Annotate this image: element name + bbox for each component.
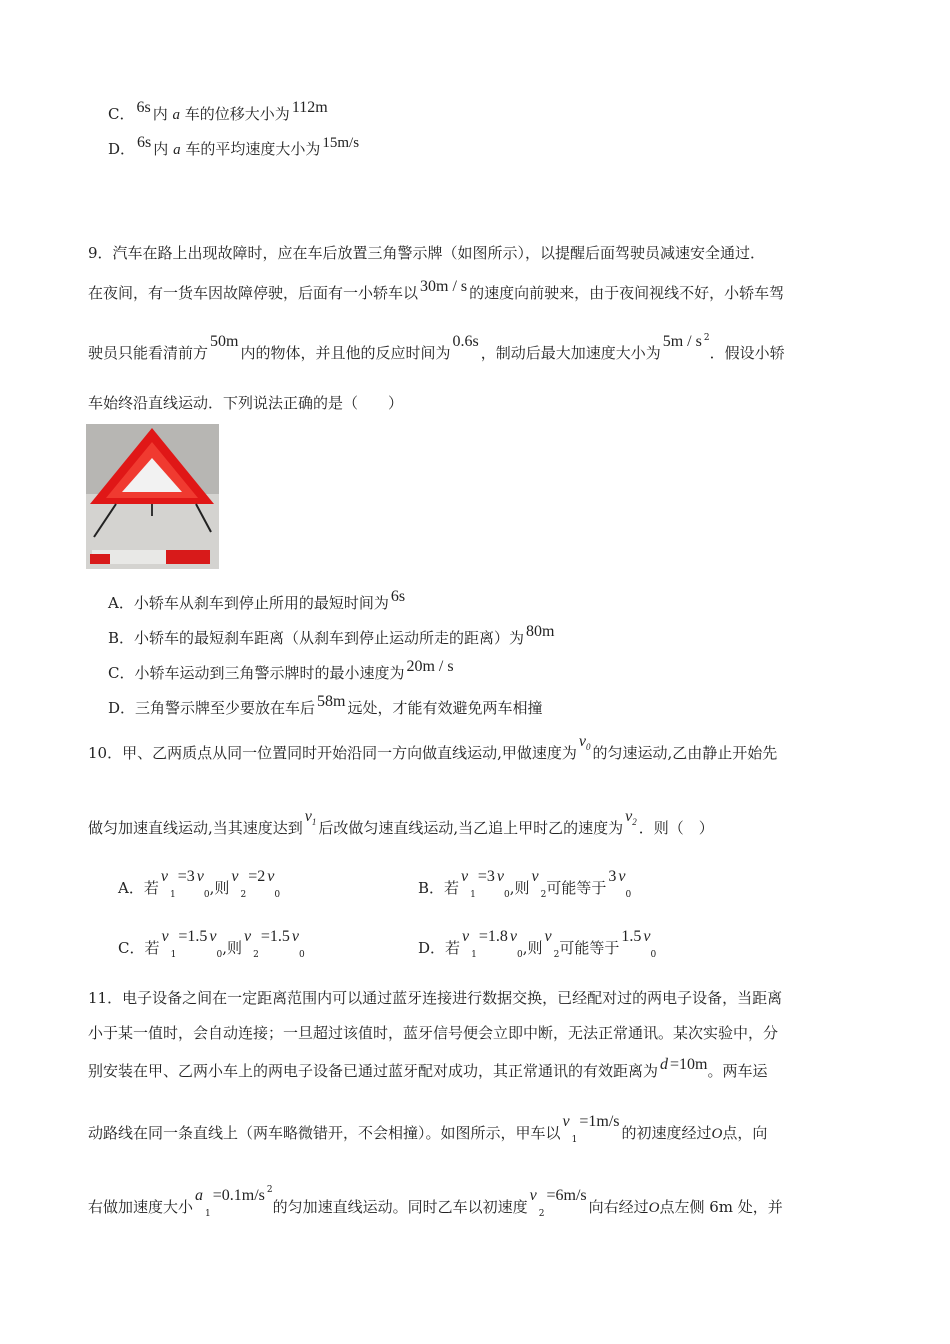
q10-option-b: B．若$v_1=3$ $v_0$,则$v_2$可能等于3 $v_0$ — [418, 868, 632, 900]
prev-option-d: D． 6s 内 a 车的平均速度大小为 15m/s — [108, 134, 360, 158]
warning-triangle-photo — [86, 424, 219, 569]
q10-option-d: D．若$v_1=1.8$ $v_0$,则$v_2$可能等于1.5 $v_0$ — [418, 928, 657, 960]
q11-line-2: 小于某一值时，会自动连接；一旦超过该值时，蓝牙信号便会立即中断，无法正常通讯。某次实验中，分 — [88, 1024, 779, 1042]
q11-line-4: 动路线在同一条直线上（两车略微错开，不会相撞）。如图所示，甲车以$v_1=1m/s$的初速度经过O点，向 — [88, 1113, 768, 1145]
q9-option-b: B．小轿车的最短刹车距离（从刹车到停止运动所走的距离）为 80m — [108, 623, 555, 647]
q9-line-2: 在夜间，有一货车因故障停驶，后面有一小轿车以 30m / s 的速度向前驶来，由于夜间视线不好，小轿车驾 — [88, 278, 785, 302]
q11-line-3: 别安装在甲、乙两小车上的两电子设备已通过蓝牙配对成功，其正常通讯的有效距离为 d =10m。两车运 — [88, 1056, 768, 1080]
q9-option-c: C．小轿车运动到三角警示牌时的最小速度为 20m / s — [108, 658, 454, 682]
prev-option-c: C． 6s 内 a 车的位移大小为 112m — [108, 99, 328, 123]
q9-option-a: A．小轿车从刹车到停止所用的最短时间为 6s — [108, 588, 406, 612]
q10-line-2: 做匀加速直线运动,当其速度达到$v_1$ 后改做匀速直线运动,当乙追上甲时乙的速度为$v_2$ ．则（ ） — [88, 808, 714, 837]
q9-option-d: D．三角警示牌至少要放在车后 58m 远处，才能有效避免两车相撞 — [108, 693, 543, 717]
q10-line-1: 10．甲、乙两质点从同一位置同时开始沿同一方向做直线运动,甲做速度为$v_0$ 的匀速运动,乙由静止开始先 — [88, 733, 778, 762]
q10-option-c: C．若$v_1=1.5$ $v_0$,则$v_2=1.5$ $v_0$ — [118, 928, 305, 960]
q11-line-5: 右做加速度大小$a_1=0.1m/s$ $^2$的匀加速直线运动。同时乙车以初速度$v_2=6m/s$向右经过O点左侧 6m 处，并 — [88, 1185, 783, 1219]
q10-option-a: A．若$v_1=3$ $v_0$,则$v_2=2$ $v_0$ — [118, 868, 281, 900]
q9-line-3: 驶员只能看清前方50m内的物体，并且他的反应时间为0.6s，制动后最大加速度大小为5m / s $^2$．假设小轿 — [88, 333, 785, 362]
q9-line-1: 9．汽车在路上出现故障时，应在车后放置三角警示牌（如图所示），以提醒后面驾驶员减速安全通过． — [88, 244, 766, 262]
q9-line-4: 车始终沿直线运动．下列说法正确的是（ ） — [88, 394, 404, 412]
q11-line-1: 11．电子设备之间在一定距离范围内可以通过蓝牙连接进行数据交换，已经配对过的两电子设备，当距离 — [88, 989, 783, 1007]
warning-triangle-icon — [86, 424, 219, 569]
